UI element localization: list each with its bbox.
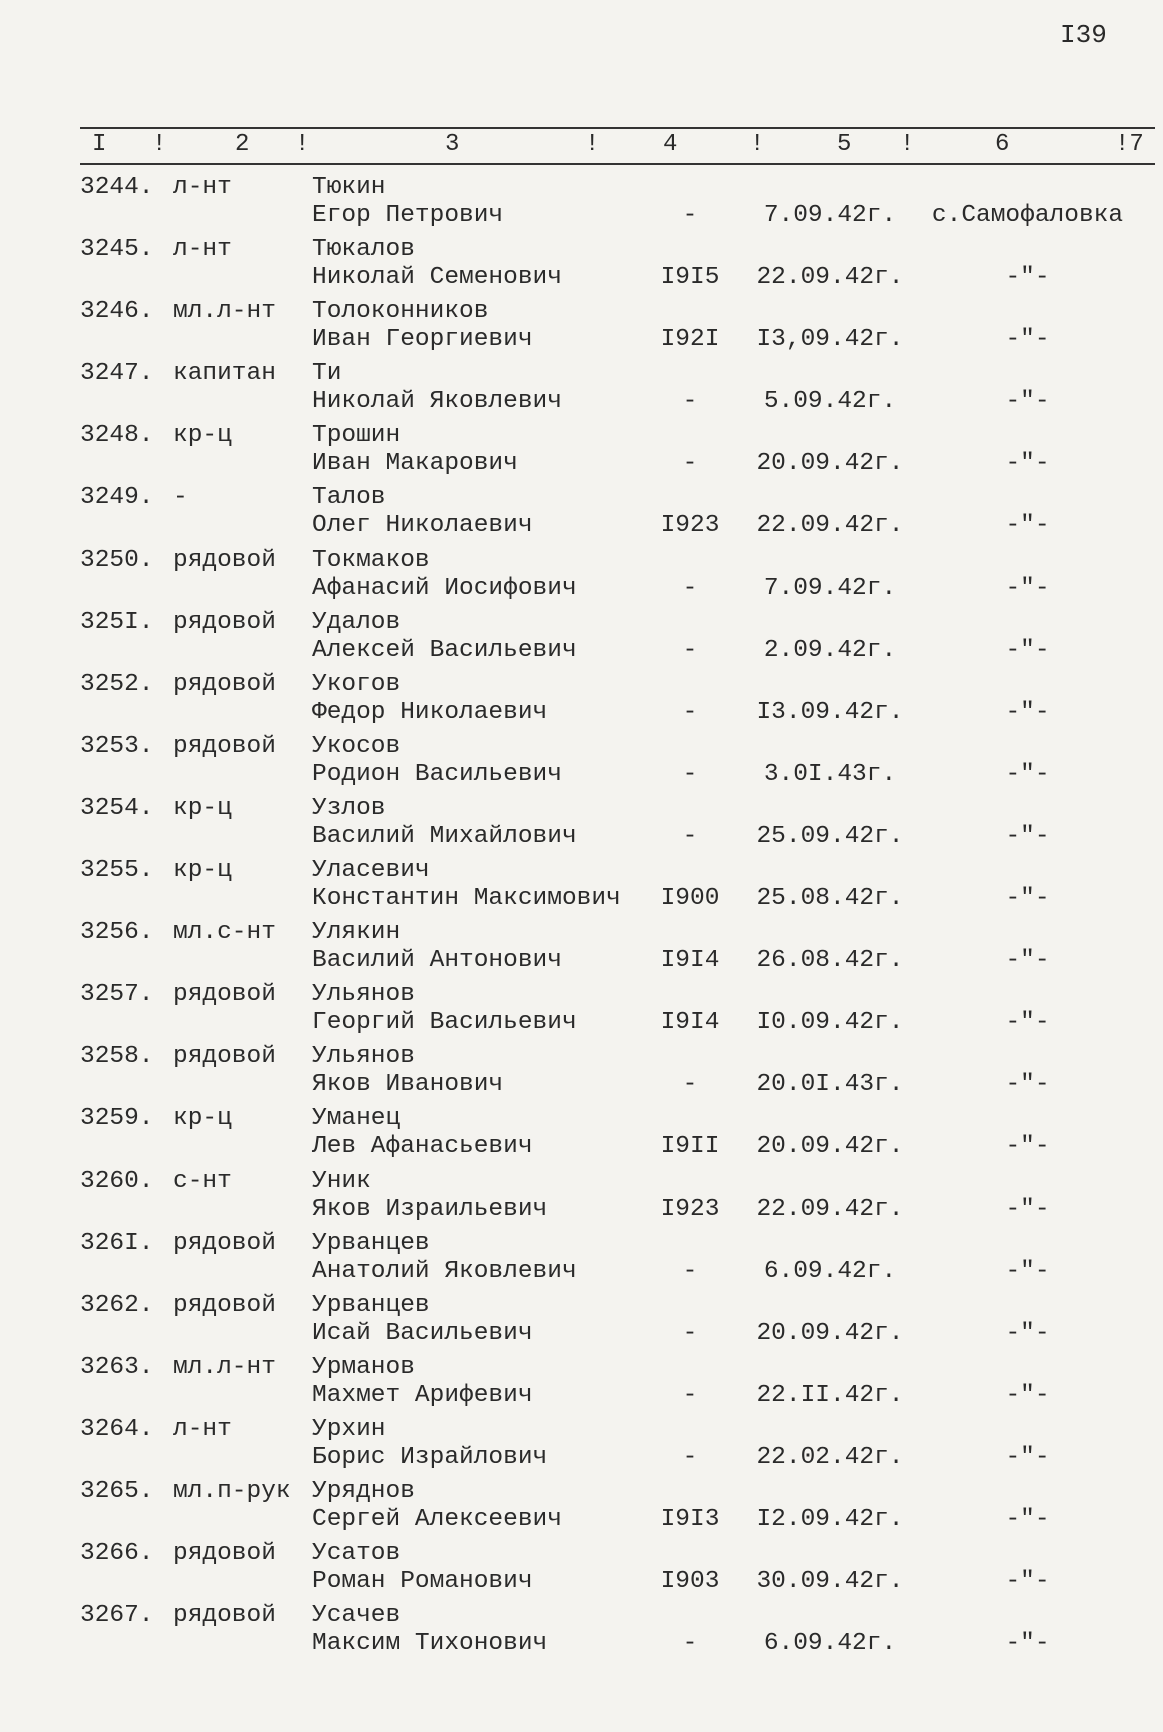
table-row <box>0 296 1163 358</box>
table-row <box>0 172 1163 234</box>
record-list <box>0 172 1163 1662</box>
record-number: 3264. <box>80 1415 154 1443</box>
full-name <box>312 919 562 975</box>
full-name <box>312 795 577 851</box>
surname: Токмаков <box>312 546 430 574</box>
full-name <box>312 1168 547 1224</box>
given-name: Максим Тихонович <box>312 1630 548 1658</box>
birth-year: I9I3 <box>660 1505 720 1533</box>
birth-year: - <box>682 636 698 664</box>
military-rank: рядовой <box>173 1043 276 1071</box>
military-rank: л-нт <box>173 1415 232 1443</box>
surname: Урванцев <box>312 1229 430 1257</box>
military-rank: л-нт <box>173 236 232 264</box>
header-col-4: 4 <box>663 131 678 158</box>
record-number: 3244. <box>80 174 154 201</box>
military-rank: капитан <box>173 360 276 388</box>
surname: Урхин <box>312 1415 386 1443</box>
military-rank: рядовой <box>173 608 276 636</box>
given-name: Афанасий Иосифович <box>312 574 577 602</box>
record-number: 3262. <box>80 1291 154 1319</box>
place: -"- <box>1005 450 1050 478</box>
table-row <box>0 793 1163 855</box>
surname: Усачев <box>312 1602 401 1630</box>
full-name <box>312 1354 533 1410</box>
military-rank: рядовой <box>173 1602 276 1630</box>
record-number: 3267. <box>80 1602 154 1630</box>
date: 5.09.42г. <box>763 388 897 416</box>
given-name: Николай Яковлевич <box>312 388 562 416</box>
record-number: 3257. <box>80 981 154 1009</box>
surname: Улякин <box>312 919 401 947</box>
given-name: Лев Афанасьевич <box>312 1133 533 1161</box>
birth-year: I9I5 <box>660 264 720 292</box>
surname: Узлов <box>312 794 386 822</box>
header-sep-1: ! <box>152 131 167 158</box>
table-row <box>0 1103 1163 1165</box>
surname: Ти <box>312 360 342 388</box>
full-name <box>312 547 577 603</box>
military-rank: кр-ц <box>173 794 232 822</box>
full-name <box>312 857 621 913</box>
date: 30.09.42г. <box>756 1568 904 1596</box>
place: -"- <box>1005 636 1050 664</box>
given-name: Борис Израйлович <box>312 1443 548 1471</box>
military-rank: рядовой <box>173 1291 276 1319</box>
date: I3.09.42г. <box>756 698 904 726</box>
date: 22.II.42г. <box>756 1381 904 1409</box>
record-number: 325I. <box>80 608 154 636</box>
table-row <box>0 979 1163 1041</box>
full-name <box>312 671 547 727</box>
header-sep-5: ! <box>900 131 915 158</box>
full-name <box>312 422 518 478</box>
surname: Урванцев <box>312 1291 430 1319</box>
birth-year: - <box>682 202 698 229</box>
surname: Укосов <box>312 732 401 760</box>
given-name: Олег Николаевич <box>312 512 533 540</box>
date: 22.09.42г. <box>756 264 904 292</box>
military-rank: рядовой <box>173 546 276 574</box>
table-row <box>0 1041 1163 1103</box>
table-row <box>0 1166 1163 1228</box>
full-name <box>312 1230 577 1286</box>
place: с.Самофаловка <box>931 202 1124 229</box>
birth-year: I923 <box>660 1195 720 1223</box>
record-number: 326I. <box>80 1229 154 1257</box>
table-row <box>0 669 1163 731</box>
place: -"- <box>1005 698 1050 726</box>
military-rank: мл.л-нт <box>173 298 276 326</box>
record-number: 3253. <box>80 732 154 760</box>
given-name: Иван Георгиевич <box>312 326 533 354</box>
given-name: Николай Семенович <box>312 264 562 292</box>
date: 20.09.42г. <box>756 1319 904 1347</box>
surname: Уласевич <box>312 857 430 885</box>
birth-year: I923 <box>660 512 720 540</box>
record-number: 3254. <box>80 794 154 822</box>
birth-year: - <box>682 450 698 478</box>
date: 2.09.42г. <box>763 636 897 664</box>
birth-year: I903 <box>660 1568 720 1596</box>
record-number: 3250. <box>80 546 154 574</box>
header-rule-bottom <box>80 163 1155 165</box>
place: -"- <box>1005 885 1050 913</box>
surname: Трошин <box>312 422 401 450</box>
military-rank: мл.л-нт <box>173 1353 276 1381</box>
full-name <box>312 298 533 354</box>
place: -"- <box>1005 264 1050 292</box>
birth-year: I92I <box>660 326 720 354</box>
header-col-1: I <box>92 131 107 158</box>
given-name: Василий Михайлович <box>312 822 577 850</box>
given-name: Сергей Алексеевич <box>312 1505 562 1533</box>
table-row <box>0 358 1163 420</box>
surname: Удалов <box>312 608 401 636</box>
place: -"- <box>1005 1443 1050 1471</box>
birth-year: I9I4 <box>660 1009 720 1037</box>
place: -"- <box>1005 1568 1050 1596</box>
table-row <box>0 1476 1163 1538</box>
surname: Ульянов <box>312 1043 415 1071</box>
surname: Толоконников <box>312 298 489 326</box>
military-rank: кр-ц <box>173 857 232 885</box>
full-name <box>312 174 503 230</box>
table-row <box>0 1538 1163 1600</box>
full-name <box>312 981 577 1037</box>
date: I2.09.42г. <box>756 1505 904 1533</box>
given-name: Яков Израильевич <box>312 1195 548 1223</box>
record-number: 3256. <box>80 919 154 947</box>
record-number: 3260. <box>80 1167 154 1195</box>
military-rank: с-нт <box>173 1167 232 1195</box>
birth-year: I9II <box>660 1133 720 1161</box>
military-rank: рядовой <box>173 1540 276 1568</box>
given-name: Алексей Васильевич <box>312 636 577 664</box>
table-row <box>0 545 1163 607</box>
given-name: Исай Васильевич <box>312 1319 533 1347</box>
place: -"- <box>1005 574 1050 602</box>
table-row <box>0 1414 1163 1476</box>
given-name: Василий Антонович <box>312 947 562 975</box>
military-rank: рядовой <box>173 1229 276 1257</box>
header-sep-4: ! <box>750 131 765 158</box>
place: -"- <box>1005 1257 1050 1285</box>
place: -"- <box>1005 822 1050 850</box>
date: 22.09.42г. <box>756 512 904 540</box>
date: 3.0I.43г. <box>763 760 897 788</box>
date: I0.09.42г. <box>756 1009 904 1037</box>
header-rule-top <box>80 127 1155 129</box>
surname: Уряднов <box>312 1477 415 1505</box>
record-number: 3248. <box>80 422 154 450</box>
military-rank: кр-ц <box>173 422 232 450</box>
full-name <box>312 1292 533 1348</box>
date: 22.02.42г. <box>756 1443 904 1471</box>
date: 6.09.42г. <box>763 1257 897 1285</box>
given-name: Иван Макарович <box>312 450 518 478</box>
place: -"- <box>1005 1630 1050 1658</box>
place: -"- <box>1005 1505 1050 1533</box>
birth-year: I900 <box>660 885 720 913</box>
date: I3,09.42г. <box>756 326 904 354</box>
record-number: 3265. <box>80 1477 154 1505</box>
birth-year: - <box>682 1319 698 1347</box>
place: -"- <box>1005 1319 1050 1347</box>
place: -"- <box>1005 1195 1050 1223</box>
birth-year: - <box>682 1257 698 1285</box>
table-row <box>0 420 1163 482</box>
military-rank: рядовой <box>173 981 276 1009</box>
header-col-6: 6 <box>995 131 1010 158</box>
military-rank: мл.п-рук <box>173 1477 291 1505</box>
header-col-5: 5 <box>837 131 852 158</box>
surname: Уник <box>312 1167 371 1195</box>
record-number: 3255. <box>80 857 154 885</box>
header-sep-3: ! <box>585 131 600 158</box>
table-row <box>0 482 1163 544</box>
full-name <box>312 236 562 292</box>
place: -"- <box>1005 512 1050 540</box>
birth-year: - <box>682 1443 698 1471</box>
date: 20.09.42г. <box>756 450 904 478</box>
full-name <box>312 360 562 416</box>
given-name: Константин Максимович <box>312 885 621 913</box>
place: -"- <box>1005 1071 1050 1099</box>
birth-year: - <box>682 1630 698 1658</box>
birth-year: - <box>682 1381 698 1409</box>
full-name <box>312 733 562 789</box>
birth-year: I9I4 <box>660 947 720 975</box>
place: -"- <box>1005 760 1050 788</box>
place: -"- <box>1005 326 1050 354</box>
date: 22.09.42г. <box>756 1195 904 1223</box>
table-row <box>0 1290 1163 1352</box>
table-row <box>0 607 1163 669</box>
date: 20.0I.43г. <box>756 1071 904 1099</box>
surname: Укогов <box>312 670 401 698</box>
surname: Талов <box>312 484 386 512</box>
header-sep-6: !7 <box>1115 131 1144 158</box>
place: -"- <box>1005 1009 1050 1037</box>
full-name <box>312 1416 547 1472</box>
record-number: 3247. <box>80 360 154 388</box>
given-name: Егор Петрович <box>312 202 504 229</box>
given-name: Анатолий Яковлевич <box>312 1257 577 1285</box>
record-number: 3266. <box>80 1540 154 1568</box>
header-sep-2: ! <box>295 131 310 158</box>
record-number: 3258. <box>80 1043 154 1071</box>
header-col-3: 3 <box>445 131 460 158</box>
record-number: 3252. <box>80 670 154 698</box>
birth-year: - <box>682 1071 698 1099</box>
given-name: Родион Васильевич <box>312 760 562 788</box>
date: 7.09.42г. <box>763 574 897 602</box>
birth-year: - <box>682 760 698 788</box>
table-row <box>0 855 1163 917</box>
place: -"- <box>1005 388 1050 416</box>
table-header <box>80 131 1155 161</box>
given-name: Яков Иванович <box>312 1071 504 1099</box>
record-number: 3263. <box>80 1353 154 1381</box>
military-rank: рядовой <box>173 732 276 760</box>
date: 25.08.42г. <box>756 885 904 913</box>
page-number: I39 <box>1060 20 1107 50</box>
record-number: 3246. <box>80 298 154 326</box>
date: 7.09.42г. <box>763 202 897 229</box>
surname: Урманов <box>312 1353 415 1381</box>
full-name <box>312 609 577 665</box>
full-name <box>312 1540 533 1596</box>
surname: Уманец <box>312 1105 401 1133</box>
table-row <box>0 1352 1163 1414</box>
date: 25.09.42г. <box>756 822 904 850</box>
given-name: Роман Романович <box>312 1568 533 1596</box>
table-row <box>0 234 1163 296</box>
military-rank: рядовой <box>173 670 276 698</box>
birth-year: - <box>682 822 698 850</box>
full-name <box>312 1105 533 1161</box>
table-row <box>0 1228 1163 1290</box>
military-rank: - <box>173 484 188 512</box>
military-rank: мл.с-нт <box>173 919 276 947</box>
place: -"- <box>1005 1133 1050 1161</box>
table-row <box>0 917 1163 979</box>
given-name: Махмет Арифевич <box>312 1381 533 1409</box>
birth-year: - <box>682 388 698 416</box>
surname: Усатов <box>312 1540 401 1568</box>
full-name <box>312 1043 503 1099</box>
record-number: 3249. <box>80 484 154 512</box>
surname: Ульянов <box>312 981 415 1009</box>
record-number: 3245. <box>80 236 154 264</box>
date: 6.09.42г. <box>763 1630 897 1658</box>
header-col-2: 2 <box>235 131 250 158</box>
full-name <box>312 484 533 540</box>
military-rank: кр-ц <box>173 1105 232 1133</box>
place: -"- <box>1005 947 1050 975</box>
date: 20.09.42г. <box>756 1133 904 1161</box>
surname: Тюкалов <box>312 236 415 264</box>
place: -"- <box>1005 1381 1050 1409</box>
military-rank: л-нт <box>173 174 232 201</box>
date: 26.08.42г. <box>756 947 904 975</box>
full-name <box>312 1602 547 1658</box>
surname: Тюкин <box>312 174 386 201</box>
given-name: Георгий Васильевич <box>312 1009 577 1037</box>
table-row <box>0 731 1163 793</box>
table-row <box>0 1600 1163 1662</box>
record-number: 3259. <box>80 1105 154 1133</box>
given-name: Федор Николаевич <box>312 698 548 726</box>
birth-year: - <box>682 574 698 602</box>
birth-year: - <box>682 698 698 726</box>
full-name <box>312 1478 562 1534</box>
